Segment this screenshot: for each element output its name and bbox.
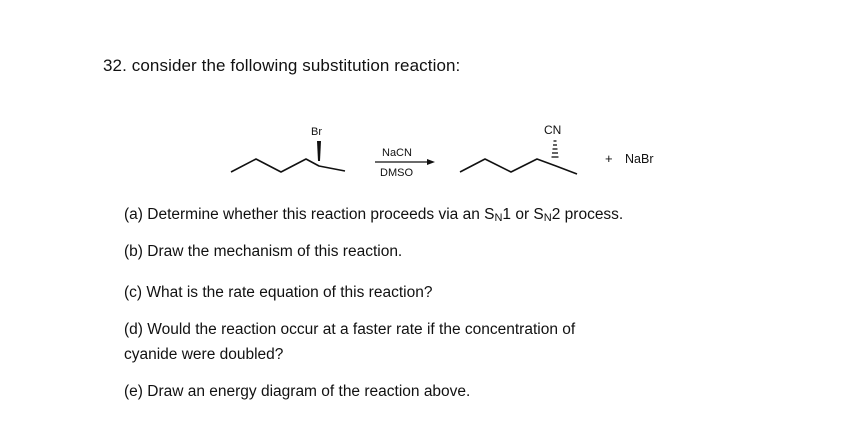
part-c: (c) What is the rate equation of this reaction? xyxy=(124,284,433,301)
part-a: (a) Determine whether this reaction proceeds via an SN1 or SN2 process. xyxy=(124,206,624,224)
reaction-arrow xyxy=(375,147,435,179)
part-d-line2: cyanide were doubled? xyxy=(124,346,284,363)
part-d xyxy=(124,319,575,365)
question-title: 32. consider the following substitution reaction: xyxy=(103,56,461,75)
wedge-bond xyxy=(317,141,321,161)
product-group: CN xyxy=(544,123,562,137)
reagent-label: NaCN xyxy=(382,147,412,159)
plus-sign: + xyxy=(605,151,613,166)
byproduct-label: NaBr xyxy=(625,152,654,166)
part-b: (b) Draw the mechanism of this reaction. xyxy=(124,243,403,260)
hashed-bond xyxy=(552,141,559,157)
solvent-label: DMSO xyxy=(380,167,413,179)
reactant-leaving-group: Br xyxy=(311,126,322,138)
product-structure xyxy=(460,123,577,174)
part-e: (e) Draw an energy diagram of the reaction above. xyxy=(124,383,471,400)
part-d-line1: (d) Would the reaction occur at a faster rate if the concentration of xyxy=(124,321,576,338)
reactant-structure xyxy=(231,126,345,172)
